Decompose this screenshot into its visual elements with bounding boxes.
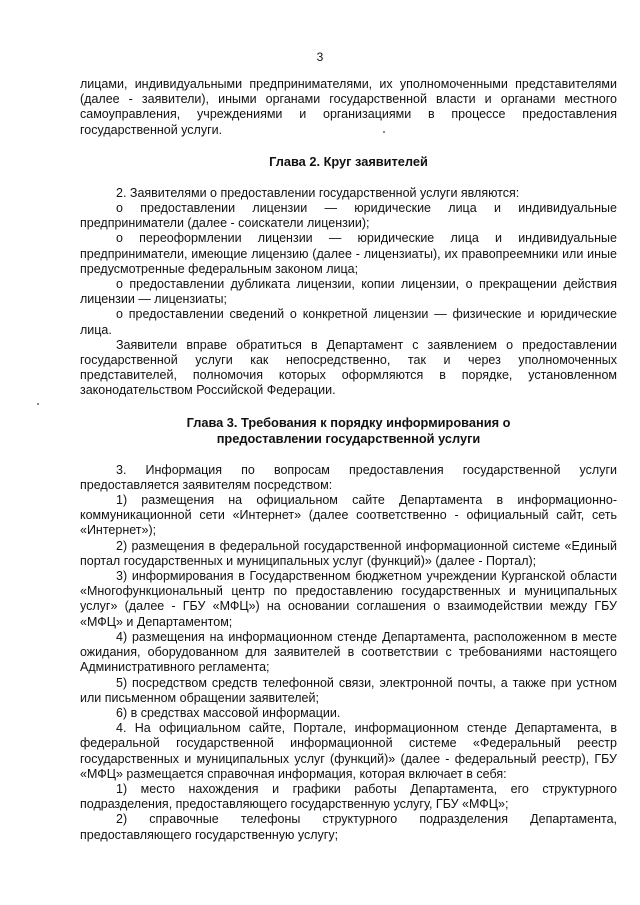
chapter-2-heading: Глава 2. Круг заявителей [269, 153, 428, 169]
chapter-3-heading [80, 415, 617, 447]
chapter-3-paragraph: 2) размещения в федеральной государственной информационной системе «Единый портал государственных и муниципальных услуг (функций)» (далее - Портал); [80, 538, 617, 568]
chapter-3-paragraph: 2) справочные телефоны структурного подразделения Департамента, предоставляющего государственную услугу; [80, 812, 617, 842]
chapter-3-paragraph: 4) размещения на информационном стенде Департамента, расположенном в месте ожидания, оборудованном для заявителей в соответствии с требованиями настоящего Административного регламента; [80, 629, 617, 675]
chapter-2-section [80, 186, 617, 399]
chapter-3-paragraph: 3) информирования в Государственном бюджетном учреждении Курганской области «Многофункциональный центр по предоставлению государственных и муниципальных услуг» (далее - ГБУ «МФЦ») на основании соглашения о взаимодействии между ГБУ «МФЦ» и Департаментом; [80, 569, 617, 629]
intro-paragraph: лицами, индивидуальными предпринимателями, их уполномоченными представителями (далее - заявители), иными органами государственной власти и органами местного самоуправления, учреждениями и организациями в процессе предоставления государственной услуги. [80, 77, 617, 137]
chapter-3-heading-line-2: предоставлении государственной услуги [216, 430, 481, 446]
chapter-2-paragraph: о предоставлении дубликата лицензии, копии лицензии, о прекращении действия лицензии — лицензиаты; [80, 277, 617, 307]
chapter-2-paragraph: Заявители вправе обратиться в Департамент с заявлением о предоставлении государственной услуги как непосредственно, так и через уполномоченных представителей, полномочия которых оформляются в порядке, установленном законодательством Российской Федерации. [80, 337, 617, 398]
chapter-3-paragraph: 4. На официальном сайте, Портале, информационном стенде Департамента, в федеральной государственной информационной системе «Федеральный реестр государственных и муниципальных услуг (функций)» (далее - федеральный реестр), ГБУ «МФЦ» размещается справочная информация, которая включает в себя: [80, 721, 617, 781]
chapter-3-paragraph: 1) размещения на официальном сайте Департамента в информационно-коммуникационной сети «Интернет» (далее соответственно - официальный сайт, сеть «Интернет»); [80, 493, 617, 538]
chapter-3-heading-line-1: Глава 3. Требования к порядку информирования о [186, 414, 511, 430]
chapter-3-section [80, 463, 617, 843]
chapter-2-paragraph: о переоформлении лицензии — юридические лица и индивидуальные предприниматели, имеющие лицензию (далее - лицензиаты), их правопреемники или иные предусмотренные федеральным законом лица; [80, 231, 617, 276]
chapter-2-paragraph: о предоставлении сведений о конкретной лицензии — физические и юридические лица. [80, 307, 617, 337]
scan-speck [383, 131, 385, 133]
chapter-3-paragraph: 6) в средствах массовой информации. [116, 705, 341, 720]
chapter-3-paragraph: 5) посредством средств телефонной связи, электронной почты, а также при устном или письменном обращении заявителей; [80, 675, 617, 705]
chapter-2-paragraph: 2. Заявителями о предоставлении государственной услуги являются: [116, 185, 520, 200]
scan-speck [37, 403, 39, 405]
chapter-3-paragraph: 1) место нахождения и графики работы Департамента, его структурного подразделения, предоставляющего государственную услугу, ГБУ «МФЦ»; [80, 781, 617, 812]
document-body [80, 77, 617, 843]
chapter-3-paragraph: 3. Информация по вопросам предоставления государственной услуги предоставляется заявителям посредством: [80, 462, 617, 492]
chapter-2-paragraph: о предоставлении лицензии — юридические лица и индивидуальные предприниматели (далее - соискатели лицензии); [80, 201, 617, 231]
page-number: 3 [316, 50, 324, 64]
